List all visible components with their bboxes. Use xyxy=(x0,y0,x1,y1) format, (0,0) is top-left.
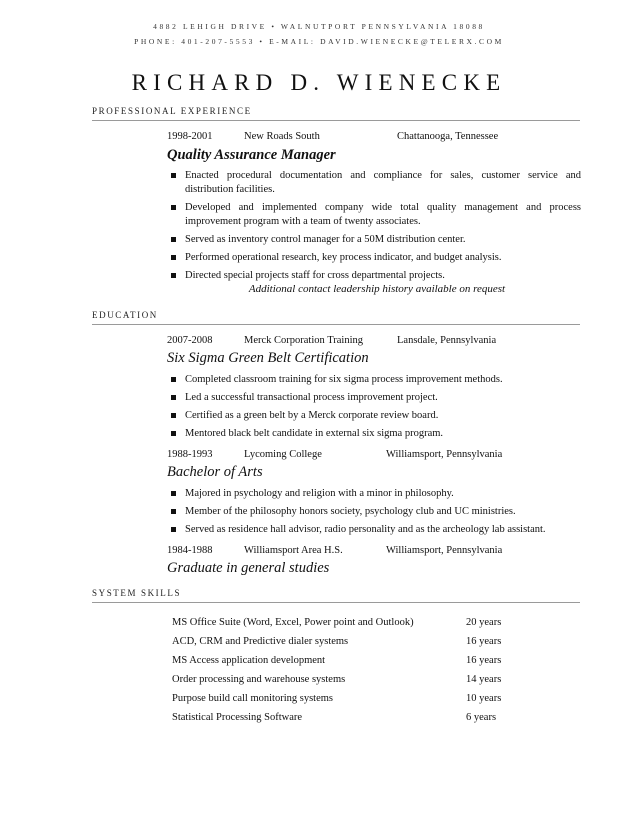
list-item: Performed operational research, key process indicator, and budget analysis. xyxy=(170,251,581,265)
section-divider xyxy=(92,602,580,603)
list-item: Completed classroom training for six sigma process improvement methods. xyxy=(170,373,581,387)
education-bullet-list xyxy=(170,487,581,541)
list-item: Certified as a green belt by a Merck corporate review board. xyxy=(170,409,581,423)
experience-title: Quality Assurance Manager xyxy=(167,147,336,163)
education-dates: 1984-1988 xyxy=(167,545,213,556)
list-item: Member of the philosophy honors society, psychology club and UC ministries. xyxy=(170,505,581,519)
skill-years: 20 years xyxy=(466,617,502,628)
skill-name: MS Access application development xyxy=(172,655,326,666)
experience-bullet-list xyxy=(170,169,581,287)
skill-name: Purpose build call monitoring systems xyxy=(172,693,333,704)
skill-years: 14 years xyxy=(466,674,502,685)
education-dates: 2007-2008 xyxy=(167,335,213,346)
skill-name: Statistical Processing Software xyxy=(172,712,303,723)
education-title: Graduate in general studies xyxy=(167,560,330,576)
section-heading-education: EDUCATION xyxy=(92,310,158,320)
resume-name: RICHARD D. WIENECKE xyxy=(131,70,507,95)
education-title: Six Sigma Green Belt Certification xyxy=(167,350,369,366)
experience-location: Chattanooga, Tennessee xyxy=(397,131,499,142)
skill-years: 6 years xyxy=(466,712,497,723)
list-item: Mentored black belt candidate in external six sigma program. xyxy=(170,427,581,441)
education-bullet-list xyxy=(170,373,581,445)
section-divider xyxy=(92,120,580,121)
skill-name: Order processing and warehouse systems xyxy=(172,674,346,685)
skill-years: 10 years xyxy=(466,693,502,704)
list-item: Majored in psychology and religion with a minor in philosophy. xyxy=(170,487,581,501)
education-location: Williamsport, Pennsylvania xyxy=(386,545,503,556)
education-org: Williamsport Area H.S. xyxy=(244,545,343,556)
contact-phone-email: PHONE: 401-207-5553 • E-MAIL: DAVID.WIENECKE@TELERX.COM xyxy=(134,37,504,46)
education-org: Merck Corporation Training xyxy=(244,335,363,346)
skill-years: 16 years xyxy=(466,655,502,666)
experience-note: Additional contact leadership history available on request xyxy=(248,283,506,295)
section-divider xyxy=(92,324,580,325)
list-item: Directed special projects staff for cross departmental projects. xyxy=(170,269,581,283)
skill-years: 16 years xyxy=(466,636,502,647)
education-location: Williamsport, Pennsylvania xyxy=(386,449,503,460)
list-item: Led a successful transactional process improvement project. xyxy=(170,391,581,405)
skill-name: MS Office Suite (Word, Excel, Power point and Outlook) xyxy=(172,617,414,628)
list-item: Developed and implemented company wide total quality management and process improvement program with a team of twenty associates. xyxy=(170,201,581,229)
education-location: Lansdale, Pennsylvania xyxy=(397,335,497,346)
education-title: Bachelor of Arts xyxy=(167,464,263,480)
section-heading-skills: SYSTEM SKILLS xyxy=(92,588,182,598)
section-heading-experience: PROFESSIONAL EXPERIENCE xyxy=(92,106,252,116)
education-dates: 1988-1993 xyxy=(167,449,213,460)
list-item: Served as residence hall advisor, radio personality and as the archeology lab assistant. xyxy=(170,523,581,537)
education-org: Lycoming College xyxy=(244,449,322,460)
contact-address: 4882 LEHIGH DRIVE • WALNUTPORT PENNSYLVANIA 18088 xyxy=(153,22,485,31)
experience-org: New Roads South xyxy=(244,131,320,142)
skill-name: ACD, CRM and Predictive dialer systems xyxy=(172,636,349,647)
list-item: Enacted procedural documentation and compliance for sales, customer service and distribution facilities. xyxy=(170,169,581,197)
list-item: Served as inventory control manager for a 50M distribution center. xyxy=(170,233,581,247)
experience-dates: 1998-2001 xyxy=(167,131,213,142)
